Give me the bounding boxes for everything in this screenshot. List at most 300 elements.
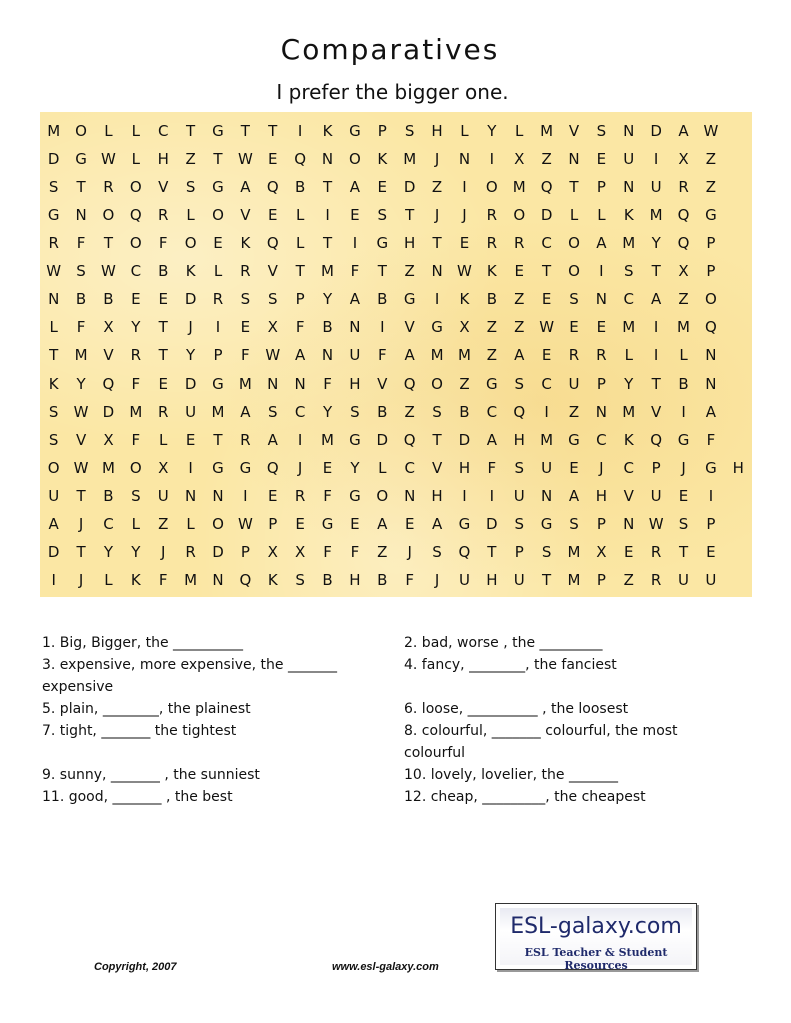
grid-letter: R <box>294 486 306 505</box>
grid-letter: D <box>540 206 553 225</box>
grid-letter: D <box>403 178 416 197</box>
grid-letter: X <box>295 542 306 561</box>
grid-letter: N <box>623 122 635 141</box>
grid-letter: G <box>212 458 224 477</box>
grid-letter: E <box>268 150 278 169</box>
grid-letter: B <box>377 570 388 589</box>
grid-letter: T <box>76 542 86 561</box>
grid-letter: T <box>542 262 552 281</box>
grid-letter <box>725 566 752 594</box>
grid-letter: R <box>486 234 498 253</box>
grid-letter: Q <box>677 234 690 253</box>
grid-letter <box>725 313 752 341</box>
grid-letter: H <box>349 570 361 589</box>
grid-letter: U <box>623 150 635 169</box>
grid-letter: R <box>240 430 251 449</box>
grid-letter: B <box>103 486 114 505</box>
grid-letter: E <box>596 318 607 337</box>
grid-letter: G <box>212 178 224 197</box>
grid-letter: A <box>349 178 361 197</box>
grid-letter: N <box>294 374 306 393</box>
grid-letter: Q <box>129 206 142 225</box>
grid-letter: T <box>103 234 114 253</box>
page-subtitle: I prefer the bigger one. <box>276 80 509 104</box>
grid-letter: L <box>159 430 168 449</box>
grid-letter: Y <box>76 374 86 393</box>
grid-letter: E <box>322 458 333 477</box>
grid-letter: H <box>349 374 361 393</box>
grid-letter: O <box>129 178 142 197</box>
grid-letter: J <box>434 150 440 169</box>
grid-letter: E <box>541 290 552 309</box>
grid-letter: I <box>462 486 467 505</box>
grid-letter: T <box>432 430 442 449</box>
grid-letter: C <box>596 430 607 449</box>
grid-letter: W <box>101 150 116 169</box>
grid-letter: D <box>458 430 471 449</box>
grid-letter: Z <box>486 346 497 365</box>
grid-letter: Y <box>131 318 141 337</box>
grid-letter: B <box>377 290 388 309</box>
question-12: 12. cheap, _________, the cheapest <box>404 789 646 805</box>
grid-letter: U <box>157 486 169 505</box>
grid-letter: S <box>432 542 442 561</box>
grid-letter: Q <box>294 150 307 169</box>
word-search-grid <box>40 112 752 597</box>
grid-letter: M <box>512 178 526 197</box>
grid-letter: E <box>268 206 278 225</box>
page-title: Comparatives <box>280 33 500 66</box>
grid-letter: I <box>51 570 56 589</box>
grid-letter: T <box>213 150 223 169</box>
grid-letter: X <box>678 150 689 169</box>
grid-letter: A <box>651 290 662 309</box>
grid-letter: I <box>708 486 714 505</box>
grid-letter: R <box>596 346 607 365</box>
grid-letter: N <box>705 374 717 393</box>
grid-letter: T <box>268 122 278 141</box>
grid-letter: Z <box>514 290 525 309</box>
grid-letter: M <box>129 402 143 421</box>
grid-letter: N <box>458 150 471 169</box>
grid-letter: B <box>377 402 388 421</box>
grid-letter: R <box>48 234 59 253</box>
grid-letter: L <box>378 458 387 477</box>
grid-letter: S <box>514 374 524 393</box>
grid-letter <box>725 117 752 145</box>
grid-letter: Z <box>678 290 689 309</box>
grid-letter: L <box>569 206 579 225</box>
grid-letter: N <box>212 486 224 505</box>
grid-letter: S <box>569 290 579 309</box>
grid-letter: Z <box>568 402 580 421</box>
grid-letter: U <box>513 486 525 505</box>
question-8: 8. colourful, _______ colourful, the most colourful <box>404 723 678 761</box>
grid-letter: S <box>240 290 251 309</box>
grid-letter: T <box>76 486 86 505</box>
grid-letter: B <box>486 290 497 309</box>
grid-letter: L <box>624 346 633 365</box>
grid-letter: G <box>705 458 717 477</box>
grid-letter: I <box>489 486 495 505</box>
grid-letter: Q <box>239 570 252 589</box>
grid-letter: G <box>349 122 361 141</box>
grid-letter: M <box>567 570 581 589</box>
grid-letter: C <box>103 514 114 533</box>
grid-letter: Q <box>266 458 279 477</box>
grid-letter: N <box>595 290 607 309</box>
grid-letter: M <box>430 346 444 365</box>
grid-letter: M <box>211 402 225 421</box>
grid-letter: J <box>78 514 84 533</box>
grid-letter: T <box>240 122 250 141</box>
grid-letter: W <box>539 318 555 337</box>
grid-letter: Q <box>540 178 553 197</box>
grid-letter: P <box>514 542 524 561</box>
grid-letter: F <box>158 570 168 589</box>
grid-letter: O <box>568 234 580 253</box>
grid-letter: E <box>624 542 634 561</box>
grid-letter: A <box>486 430 497 449</box>
grid-letter: Z <box>705 150 717 169</box>
grid-letter: Z <box>514 318 525 337</box>
grid-letter: W <box>457 262 472 281</box>
grid-letter: M <box>622 402 636 421</box>
grid-letter: E <box>541 346 552 365</box>
grid-letter: T <box>213 430 223 449</box>
grid-letter: F <box>76 234 86 253</box>
grid-letter: I <box>653 150 659 169</box>
grid-letter: G <box>540 514 553 533</box>
grid-letter: O <box>376 486 389 505</box>
grid-letter: I <box>489 150 495 169</box>
grid-letter: X <box>514 150 525 169</box>
grid-letter: L <box>186 514 195 533</box>
grid-letter: I <box>653 318 659 337</box>
grid-letter: H <box>458 458 471 477</box>
grid-letter: G <box>568 430 580 449</box>
grid-letter: N <box>568 150 580 169</box>
grid-letter: I <box>681 402 686 421</box>
grid-letter: F <box>350 262 360 281</box>
grid-letter: Z <box>404 262 415 281</box>
grid-letter <box>725 538 752 566</box>
grid-letter: W <box>703 122 719 141</box>
grid-letter: E <box>131 290 141 309</box>
question-3: 3. expensive, more expensive, the _______ expensive <box>42 657 337 695</box>
grid-letter: J <box>462 206 467 225</box>
grid-letter: W <box>73 458 89 477</box>
question-10: 10. lovely, lovelier, the _______ <box>404 767 618 783</box>
grid-letter: V <box>75 430 87 449</box>
grid-letter: F <box>158 234 168 253</box>
grid-letter: I <box>243 486 248 505</box>
grid-letter: M <box>649 206 663 225</box>
question-11: 11. good, _______ , the best <box>42 789 233 805</box>
grid-letter: V <box>103 346 114 365</box>
grid-letter: T <box>158 346 168 365</box>
grid-letter: K <box>486 262 497 281</box>
grid-letter <box>725 173 752 201</box>
grid-letter: J <box>434 206 440 225</box>
grid-letter: B <box>322 570 333 589</box>
grid-letter: S <box>267 402 278 421</box>
grid-letter: Q <box>513 402 526 421</box>
grid-letter: N <box>431 262 443 281</box>
grid-letter: S <box>623 262 634 281</box>
grid-letter: M <box>567 542 581 561</box>
grid-letter: Q <box>403 374 416 393</box>
grid-letter: V <box>651 402 662 421</box>
grid-letter: N <box>623 178 635 197</box>
grid-letter: G <box>376 234 389 253</box>
grid-letter: V <box>240 206 251 225</box>
grid-letter <box>725 201 752 229</box>
grid-letter: P <box>596 570 606 589</box>
grid-letter: P <box>295 290 305 309</box>
grid-letter: R <box>650 542 662 561</box>
grid-letter: O <box>102 206 115 225</box>
grid-letter: S <box>76 262 86 281</box>
grid-letter: N <box>212 570 224 589</box>
grid-letter: X <box>158 458 169 477</box>
grid-letter: Q <box>266 178 279 197</box>
grid-letter: S <box>432 402 442 421</box>
grid-letter: J <box>599 458 604 477</box>
grid-letter: A <box>705 402 717 421</box>
grid-letter: E <box>569 318 579 337</box>
grid-letter: H <box>431 122 443 141</box>
grid-letter: A <box>295 346 306 365</box>
grid-letter: Y <box>131 542 141 561</box>
grid-letter: X <box>267 542 278 561</box>
grid-letter: E <box>596 150 607 169</box>
grid-letter: K <box>623 206 634 225</box>
grid-letter <box>725 257 752 285</box>
grid-letter: M <box>457 346 471 365</box>
question-2: 2. bad, worse , the _________ <box>404 635 603 651</box>
grid-letter: E <box>569 458 579 477</box>
grid-letter: S <box>514 514 524 533</box>
grid-letter: A <box>404 346 415 365</box>
grid-letter: O <box>129 458 142 477</box>
grid-letter: D <box>47 542 60 561</box>
grid-letter: C <box>404 458 415 477</box>
grid-letter: S <box>48 178 59 197</box>
grid-letter: A <box>240 402 251 421</box>
grid-letter: E <box>213 234 223 253</box>
grid-letter: R <box>103 178 114 197</box>
grid-letter: I <box>434 290 440 309</box>
grid-letter: O <box>705 290 717 309</box>
grid-letter: F <box>323 374 332 393</box>
grid-letter: G <box>212 122 224 141</box>
grid-letter: N <box>349 318 361 337</box>
grid-letter: O <box>568 262 580 281</box>
grid-letter: S <box>48 402 59 421</box>
grid-letter: R <box>514 234 525 253</box>
grid-letter: R <box>240 262 251 281</box>
grid-letter: N <box>321 150 334 169</box>
grid-letter: L <box>131 150 141 169</box>
grid-letter <box>725 145 752 173</box>
grid-letter: U <box>705 570 717 589</box>
grid-letter: U <box>513 570 525 589</box>
grid-letter: E <box>350 514 360 533</box>
grid-letter: Y <box>186 346 196 365</box>
grid-letter: T <box>295 262 305 281</box>
grid-letter: R <box>568 346 580 365</box>
grid-letter: N <box>267 374 279 393</box>
grid-letter: R <box>185 542 196 561</box>
grid-letter: E <box>350 206 360 225</box>
grid-letter: A <box>349 290 361 309</box>
grid-letter: M <box>403 150 417 169</box>
grid-letter: S <box>514 458 524 477</box>
grid-letter: K <box>267 570 278 589</box>
grid-letter <box>725 285 752 313</box>
grid-letter: T <box>377 262 387 281</box>
grid-letter: G <box>349 486 361 505</box>
grid-letter: K <box>130 570 141 589</box>
grid-letter: E <box>240 318 251 337</box>
grid-letter: Z <box>541 150 552 169</box>
grid-letter: L <box>515 122 524 141</box>
grid-letter: M <box>74 346 88 365</box>
grid-letter: L <box>131 514 141 533</box>
grid-letter: O <box>212 206 224 225</box>
grid-letter: T <box>651 374 661 393</box>
grid-letter: I <box>352 234 358 253</box>
grid-letter: F <box>323 542 332 561</box>
grid-letter: P <box>596 514 606 533</box>
grid-letter: N <box>705 346 717 365</box>
grid-letter: Z <box>486 318 497 337</box>
grid-letter: D <box>650 122 662 141</box>
grid-letter: G <box>458 514 471 533</box>
grid-letter: O <box>485 178 498 197</box>
grid-letter: O <box>75 122 87 141</box>
grid-letter: Z <box>404 402 415 421</box>
grid-letter: I <box>325 206 330 225</box>
grid-letter: T <box>322 234 333 253</box>
grid-letter: H <box>732 458 744 477</box>
grid-letter: Z <box>185 150 196 169</box>
grid-letter: T <box>186 122 196 141</box>
grid-letter <box>725 229 752 257</box>
grid-letter: N <box>623 514 635 533</box>
grid-letter: P <box>706 514 716 533</box>
grid-letter: D <box>102 402 115 421</box>
grid-letter: H <box>486 570 498 589</box>
grid-letter: V <box>404 318 415 337</box>
grid-letter: T <box>569 178 579 197</box>
grid-letter: H <box>404 234 416 253</box>
grid-letter: S <box>569 514 579 533</box>
grid-letter: Q <box>677 206 690 225</box>
grid-letter: A <box>678 122 689 141</box>
grid-letter: G <box>677 430 690 449</box>
grid-letter: I <box>297 430 303 449</box>
grid-letter: F <box>131 430 141 449</box>
grid-letter <box>725 510 752 538</box>
grid-letter: F <box>295 318 305 337</box>
grid-letter: Y <box>322 402 333 421</box>
grid-letter: G <box>75 150 87 169</box>
grid-letter: D <box>184 374 197 393</box>
question-9: 9. sunny, _______ , the sunniest <box>42 767 260 783</box>
grid-letter: Q <box>102 374 115 393</box>
grid-letter: Z <box>158 514 169 533</box>
grid-letter: L <box>186 206 195 225</box>
grid-letter: T <box>651 262 661 281</box>
grid-letter: L <box>104 122 113 141</box>
grid-letter: H <box>595 486 608 505</box>
grid-letter: U <box>650 486 662 505</box>
grid-letter: R <box>650 570 662 589</box>
grid-letter: Q <box>705 318 717 337</box>
grid-letter: H <box>431 486 443 505</box>
grid-letter: K <box>185 262 196 281</box>
grid-letter: U <box>650 178 662 197</box>
grid-letter: R <box>158 402 169 421</box>
logo-background <box>500 908 692 972</box>
grid-letter: M <box>321 262 334 281</box>
grid-letter: T <box>542 570 552 589</box>
grid-letter: W <box>101 262 116 281</box>
grid-letter: G <box>349 430 361 449</box>
grid-letter: B <box>75 290 87 309</box>
grid-letter: S <box>295 570 305 589</box>
grid-letter: I <box>188 458 193 477</box>
grid-letter: N <box>184 486 197 505</box>
grid-letter: P <box>240 542 250 561</box>
grid-letter: U <box>568 374 580 393</box>
grid-letter: V <box>568 122 580 141</box>
grid-letter: M <box>622 318 636 337</box>
grid-letter: D <box>376 430 389 449</box>
grid-letter: K <box>623 430 634 449</box>
grid-letter: E <box>185 430 196 449</box>
grid-letter: E <box>678 486 689 505</box>
grid-letter: X <box>596 542 607 561</box>
grid-letter: O <box>431 374 443 393</box>
grid-letter: T <box>158 318 168 337</box>
grid-letter: T <box>322 178 333 197</box>
grid-letter: C <box>623 290 634 309</box>
grid-letter: Z <box>377 542 388 561</box>
grid-letter: S <box>404 122 415 141</box>
grid-letter: U <box>48 486 60 505</box>
grid-letter: T <box>487 542 497 561</box>
grid-letter: M <box>47 122 61 141</box>
grid-letter: W <box>648 514 664 533</box>
grid-letter: I <box>215 318 221 337</box>
grid-letter: N <box>540 486 553 505</box>
grid-letter: B <box>322 318 333 337</box>
grid-letter: X <box>267 318 278 337</box>
grid-letter: C <box>541 234 552 253</box>
grid-letter: A <box>514 346 525 365</box>
grid-letter: F <box>131 374 141 393</box>
grid-letter: T <box>405 206 415 225</box>
grid-letter: K <box>240 234 251 253</box>
grid-letter: M <box>101 458 115 477</box>
grid-letter: S <box>131 486 141 505</box>
grid-letter: T <box>432 234 442 253</box>
grid-letter: R <box>212 290 224 309</box>
grid-letter: V <box>267 262 278 281</box>
